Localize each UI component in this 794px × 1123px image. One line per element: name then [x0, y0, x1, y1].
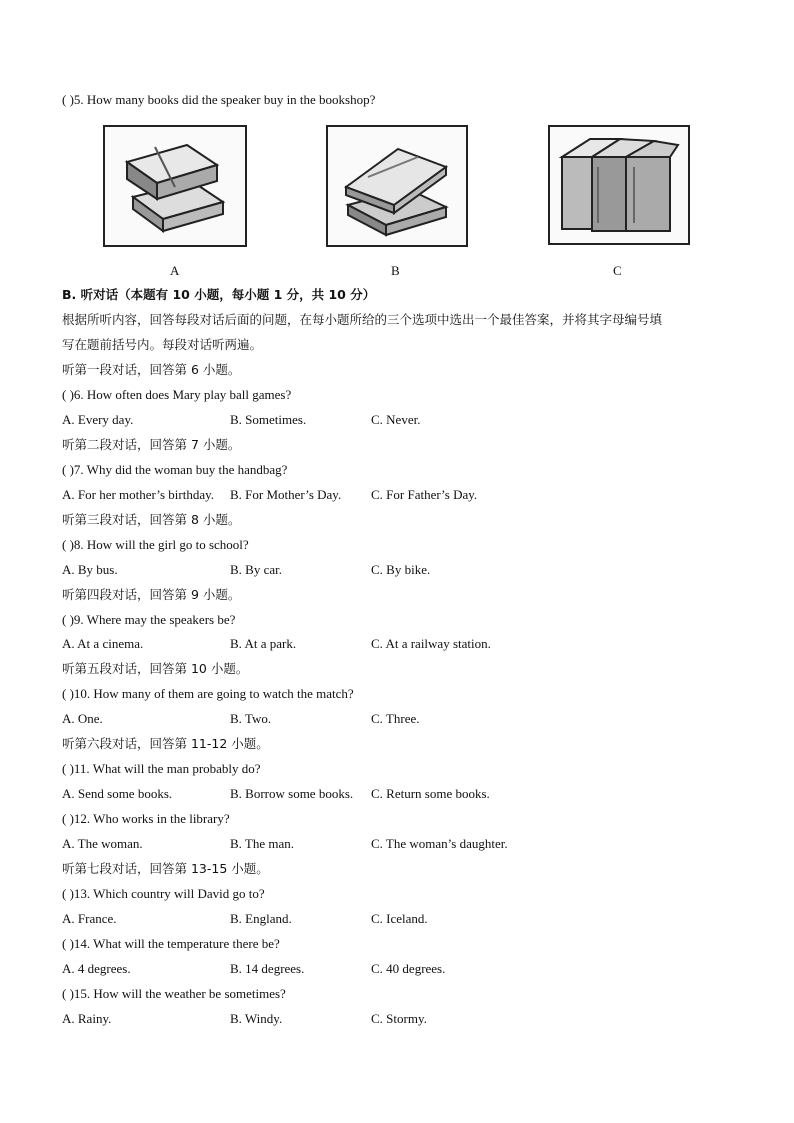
option-c: C. 40 degrees.	[371, 961, 446, 976]
question-text: ( )15. How will the weather be sometimes?	[62, 986, 286, 1001]
question-text: ( )8. How will the girl go to school?	[62, 537, 249, 552]
option-b: B. The man.	[230, 836, 295, 851]
option-a: A. The woman.	[62, 836, 143, 851]
option-b: B. Borrow some books.	[230, 786, 354, 801]
dialogue-instruction: 听第一段对话，回答第 6 小题。	[62, 362, 241, 377]
option-a: A. Every day.	[62, 412, 134, 427]
option-label-c: C	[613, 263, 622, 278]
option-a: A. Rainy.	[62, 1011, 112, 1026]
option-a: A. By bus.	[62, 562, 118, 577]
question-text: ( )10. How many of them are going to watch the match?	[62, 686, 354, 701]
option-b: B. Windy.	[230, 1011, 283, 1026]
option-c: C. Iceland.	[371, 911, 428, 926]
options-row	[62, 960, 742, 978]
dialogue-instruction: 听第二段对话，回答第 7 小题。	[62, 437, 241, 452]
option-b: B. For Mother’s Day.	[230, 487, 342, 502]
option-c: C. Return some books.	[371, 786, 490, 801]
options-row	[62, 835, 742, 853]
option-a: A. 4 degrees.	[62, 961, 131, 976]
dialogue-instruction: 听第七段对话，回答第 13-15 小题。	[62, 861, 269, 876]
option-a: A. For her mother’s birthday.	[62, 487, 215, 502]
two-open-books-icon	[326, 125, 468, 247]
options-row	[62, 561, 742, 579]
question-text: ( )14. What will the temperature there be?	[62, 936, 280, 951]
option-c: C. At a railway station.	[371, 636, 491, 651]
section-b-instructions-2: 写在题前括号内。每段对话听两遍。	[62, 337, 263, 352]
three-books-icon	[548, 125, 690, 245]
options-row	[62, 411, 742, 429]
option-c: C. By bike.	[371, 562, 431, 577]
question-text: ( )11. What will the man probably do?	[62, 761, 261, 776]
dialogue-instruction: 听第四段对话，回答第 9 小题。	[62, 587, 241, 602]
options-row	[62, 910, 742, 928]
dialogue-instruction: 听第五段对话，回答第 10 小题。	[62, 661, 249, 676]
option-b: B. By car.	[230, 562, 282, 577]
option-c: C. Three.	[371, 711, 420, 726]
option-a: A. One.	[62, 711, 103, 726]
option-c: C. Stormy.	[371, 1011, 427, 1026]
two-books-icon	[103, 125, 247, 247]
question-text: ( )6. How often does Mary play ball games?	[62, 387, 292, 402]
option-c: C. For Father’s Day.	[371, 487, 478, 502]
option-a: A. At a cinema.	[62, 636, 144, 651]
option-a: A. Send some books.	[62, 786, 173, 801]
section-b-title: B. 听对话（本题有 10 小题，每小题 1 分，共 10 分）	[62, 287, 376, 302]
options-row	[62, 710, 742, 728]
option-b: B. Sometimes.	[230, 412, 307, 427]
option-b: B. Two.	[230, 711, 272, 726]
options-row	[62, 635, 742, 653]
option-b: B. 14 degrees.	[230, 961, 305, 976]
option-b: B. At a park.	[230, 636, 297, 651]
question-text: ( )9. Where may the speakers be?	[62, 612, 236, 627]
question-text: ( )7. Why did the woman buy the handbag?	[62, 462, 288, 477]
question-text: ( )13. Which country will David go to?	[62, 886, 265, 901]
question-text: ( )12. Who works in the library?	[62, 811, 230, 826]
option-b: B. England.	[230, 911, 292, 926]
dialogue-instruction: 听第三段对话，回答第 8 小题。	[62, 512, 241, 527]
question-5: ( )5. How many books did the speaker buy in the bookshop?	[62, 92, 376, 107]
option-label-a: A	[170, 263, 180, 278]
option-c: C. The woman’s daughter.	[371, 836, 508, 851]
options-row	[62, 785, 742, 803]
options-row	[62, 1010, 742, 1028]
option-a: A. France.	[62, 911, 117, 926]
option-label-b: B	[391, 263, 400, 278]
dialogue-instruction: 听第六段对话，回答第 11-12 小题。	[62, 736, 269, 751]
option-c: C. Never.	[371, 412, 421, 427]
options-row	[62, 486, 742, 504]
section-b-instructions-1: 根据所听内容，回答每段对话后面的问题，在每小题所给的三个选项中选出一个最佳答案，并将其字母编号填	[62, 312, 663, 327]
